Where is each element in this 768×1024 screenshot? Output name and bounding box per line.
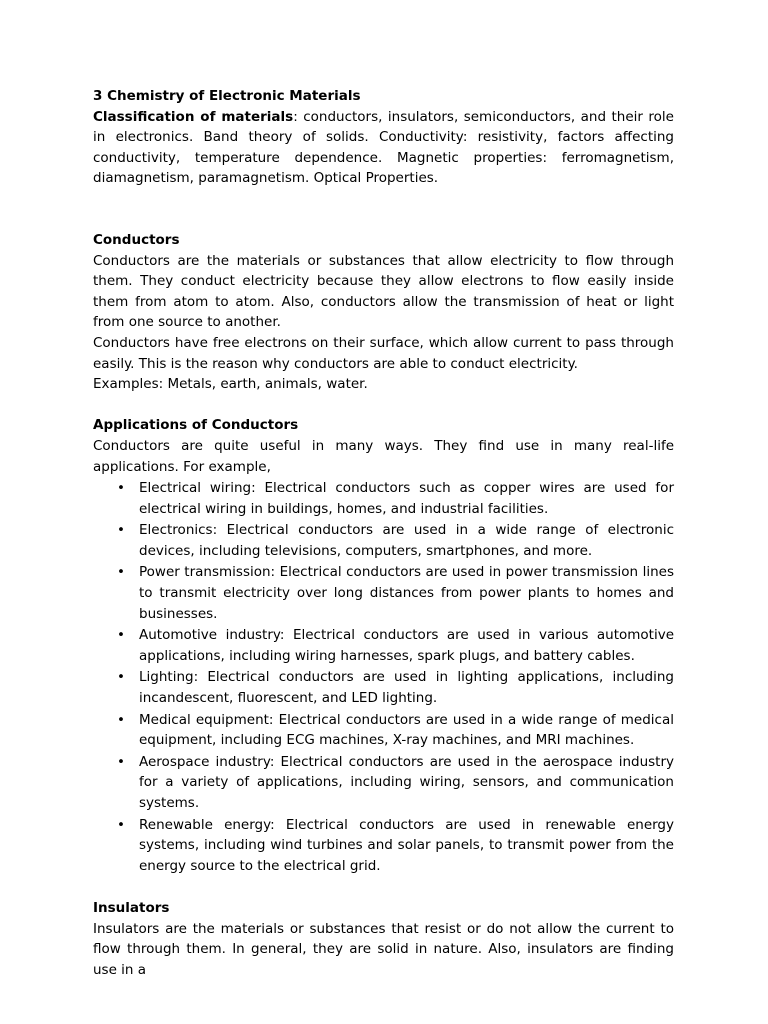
bullet-icon: • [117,753,125,770]
bullet-icon: • [117,627,125,644]
conductors-paragraph-1: Conductors are the materials or substances that allow electricity to flow through them. They conduct electricity because they allow electrons to flow easily inside them from atom to atom. Also, conductors allow the transmission of heat or light from one source to another. [93,252,674,331]
list-item-text: Power transmission: Electrical conductors are used in power transmission lines to transmit electricity over long distances from power plants to homes and businesses. [139,564,674,622]
bullet-icon: • [117,522,125,539]
list-item-text: Renewable energy: Electrical conductors are used in renewable energy systems, including wind turbines and solar panels, to transmit power from the energy source to the electrical grid. [139,816,674,874]
list-item [93,625,674,666]
list-item-text: Electrical wiring: Electrical conductors such as copper wires are used for electrical wiring in buildings, homes, and industrial facilities. [139,480,674,517]
applications-intro: Conductors are quite useful in many ways. They find use in many real-life applications. For example, [93,437,674,475]
syllabus-paragraph [93,107,674,189]
spacer [93,877,674,898]
spacer [93,189,674,230]
list-item [93,710,674,751]
list-item [93,667,674,708]
list-item-text: Medical equipment: Electrical conductors are used in a wide range of medical equipment, including ECG machines, X-ray machines, and MRI machines. [139,711,674,749]
insulators-heading: Insulators [93,899,170,916]
list-item [93,752,674,814]
syllabus-label: Classification of materials [93,108,294,125]
section-title: 3 Chemistry of Electronic Materials [93,88,361,104]
applications-list [93,478,674,876]
list-item-text: Lighting: Electrical conductors are used in lighting applications, including incandescent, fluorescent, and LED lighting. [139,669,674,707]
syllabus-text: : conductors, insulators, semiconductors, and their role in electronics. Band theory of solids. Conductivity: resistivity, factors affecting conductivity, temperature dependence. Magnetic properties: ferromagnetism, diamagnetism, paramagnetism. Optical Properties. [93,108,674,187]
list-item [93,478,674,519]
list-item-text: Electronics: Electrical conductors are used in a wide range of electronic devices, including televisions, computers, smartphones, and more. [139,522,674,559]
conductors-examples: Examples: Metals, earth, animals, water. [93,376,368,393]
insulators-paragraph-1: Insulators are the materials or substances that resist or do not allow the current to flow through them. In general, they are solid in nature. Also, insulators are finding use in a [93,920,674,978]
list-item-text: Automotive industry: Electrical conductors are used in various automotive applications, including wiring harnesses, spark plugs, and battery cables. [139,627,674,664]
list-item [93,562,674,624]
list-item-text: Aerospace industry: Electrical conductors are used in the aerospace industry for a variety of applications, including wiring, sensors, and communication systems. [139,753,674,811]
bullet-icon: • [117,564,125,581]
applications-heading: Applications of Conductors [93,417,299,434]
conductors-heading: Conductors [93,231,180,248]
bullet-icon: • [117,480,125,497]
list-item [93,520,674,561]
bullet-icon: • [117,816,125,833]
list-item [93,815,674,877]
spacer [93,395,674,416]
conductors-paragraph-2: Conductors have free electrons on their surface, which allow current to pass through easily. This is the reason why conductors are able to conduct electricity. [93,334,674,372]
document-page [93,86,674,980]
bullet-icon: • [117,669,125,686]
bullet-icon: • [117,711,125,728]
